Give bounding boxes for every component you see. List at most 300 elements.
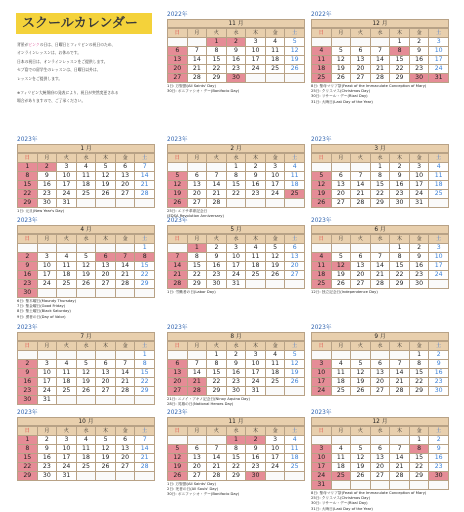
- month-calendar: [167, 12, 305, 94]
- day-cell: 7: [370, 47, 390, 56]
- day-cell: 18: [57, 271, 77, 280]
- holiday-note: 7日: 聖金曜日(Good Friday): [17, 304, 66, 309]
- day-cell: 22: [207, 65, 227, 74]
- holiday-day-cell: 8: [409, 445, 429, 454]
- weekday-header: 金: [409, 154, 429, 163]
- weekday-header: 水: [370, 427, 390, 436]
- day-cell: 26: [96, 190, 116, 199]
- week-row: [312, 244, 449, 253]
- day-cell: 11: [285, 172, 305, 181]
- day-cell: 22: [135, 378, 155, 387]
- day-cell: 3: [429, 244, 449, 253]
- empty-cell: [370, 244, 390, 253]
- day-cell: 19: [331, 271, 351, 280]
- weekday-header: 木: [96, 427, 116, 436]
- day-cell: 6: [115, 163, 135, 172]
- weekday-header: 火: [207, 342, 227, 351]
- weekday-header: 土: [429, 427, 449, 436]
- holiday-day-cell: 1: [187, 244, 207, 253]
- week-row: [18, 396, 155, 405]
- day-cell: 13: [187, 181, 207, 190]
- year-label: 2023年: [167, 137, 188, 143]
- weekday-header: 火: [57, 235, 77, 244]
- week-row: [312, 454, 449, 463]
- week-row: [312, 387, 449, 396]
- week-row: [168, 369, 305, 378]
- day-cell: 29: [226, 472, 246, 481]
- weekday-header: 木: [390, 342, 410, 351]
- day-cell: 28: [135, 190, 155, 199]
- month-title: 7 月: [17, 332, 155, 341]
- day-cell: 16: [429, 369, 449, 378]
- day-cell: 19: [76, 378, 96, 387]
- day-cell: 13: [351, 262, 371, 271]
- holiday-day-cell: 14: [168, 262, 188, 271]
- day-cell: 9: [246, 172, 266, 181]
- weekday-header: 木: [96, 342, 116, 351]
- week-row: [312, 369, 449, 378]
- holiday-day-cell: 25: [285, 190, 305, 199]
- weekday-header: 木: [96, 154, 116, 163]
- month-title: 2 月: [167, 144, 305, 153]
- empty-cell: [115, 351, 135, 360]
- empty-cell: [76, 351, 96, 360]
- day-cell: 28: [390, 472, 410, 481]
- empty-cell: [57, 244, 77, 253]
- weekday-header: 金: [409, 235, 429, 244]
- day-cell: 31: [37, 396, 57, 405]
- day-cell: 15: [135, 262, 155, 271]
- month-table: [311, 341, 449, 396]
- weekday-header: 日: [168, 342, 188, 351]
- holiday-day-cell: 30: [409, 74, 429, 83]
- day-cell: 12: [285, 360, 305, 369]
- week-row: [18, 472, 155, 481]
- empty-cell: [168, 436, 188, 445]
- day-cell: 12: [351, 369, 371, 378]
- day-cell: 31: [409, 199, 429, 208]
- month-calendar: [17, 410, 155, 481]
- empty-cell: [351, 163, 371, 172]
- day-cell: 18: [76, 454, 96, 463]
- empty-cell: [429, 481, 449, 490]
- day-cell: 23: [37, 190, 57, 199]
- holiday-note: 30日: リサール・デー(Rizal Day): [311, 501, 368, 506]
- week-row: [312, 47, 449, 56]
- day-cell: 11: [331, 454, 351, 463]
- holiday-day-cell: 30: [18, 289, 38, 298]
- weekday-header: 土: [429, 342, 449, 351]
- day-cell: 13: [351, 56, 371, 65]
- day-cell: 23: [207, 271, 227, 280]
- day-cell: 5: [96, 163, 116, 172]
- holiday-day-cell: 30: [429, 472, 449, 481]
- empty-cell: [57, 396, 77, 405]
- day-cell: 25: [265, 65, 285, 74]
- day-cell: 17: [265, 181, 285, 190]
- empty-cell: [96, 472, 116, 481]
- day-cell: 6: [115, 436, 135, 445]
- month-title: 5 月: [167, 225, 305, 234]
- day-cell: 1: [226, 163, 246, 172]
- day-cell: 25: [57, 280, 77, 289]
- day-cell: 5: [351, 360, 371, 369]
- holiday-day-cell: 26: [168, 199, 188, 208]
- week-row: [312, 445, 449, 454]
- month-title: 12 月: [311, 19, 449, 28]
- day-cell: 3: [57, 436, 77, 445]
- empty-cell: [76, 244, 96, 253]
- day-cell: 5: [96, 436, 116, 445]
- day-cell: 6: [96, 360, 116, 369]
- holiday-note: 30日: ボニファシオ・デー(Bonifacio Day): [167, 492, 240, 497]
- day-cell: 4: [285, 436, 305, 445]
- weekday-header: 水: [76, 235, 96, 244]
- week-row: [312, 65, 449, 74]
- day-cell: 18: [331, 463, 351, 472]
- weekday-header: 木: [390, 235, 410, 244]
- holiday-day-cell: 31: [429, 74, 449, 83]
- weekday-header: 日: [18, 154, 38, 163]
- day-cell: 27: [96, 387, 116, 396]
- day-cell: 4: [331, 360, 351, 369]
- weekday-header: 月: [331, 342, 351, 351]
- week-row: [168, 163, 305, 172]
- day-cell: 6: [285, 244, 305, 253]
- empty-cell: [168, 38, 188, 47]
- week-row: [312, 172, 449, 181]
- weekday-header: 土: [135, 427, 155, 436]
- weekday-header: 木: [246, 29, 266, 38]
- weekday-header: 木: [96, 235, 116, 244]
- weekday-header: 月: [331, 154, 351, 163]
- day-cell: 19: [331, 65, 351, 74]
- month-table: [311, 28, 449, 83]
- week-row: [168, 378, 305, 387]
- day-cell: 15: [390, 262, 410, 271]
- weekday-header: 金: [409, 342, 429, 351]
- day-cell: 15: [226, 181, 246, 190]
- week-row: [168, 181, 305, 190]
- holiday-day-cell: 18: [312, 271, 332, 280]
- week-row: [168, 253, 305, 262]
- day-cell: 9: [37, 172, 57, 181]
- day-cell: 10: [246, 360, 266, 369]
- empty-cell: [57, 289, 77, 298]
- day-cell: 12: [351, 454, 371, 463]
- holiday-day-cell: 1: [226, 436, 246, 445]
- day-cell: 8: [370, 172, 390, 181]
- day-cell: 5: [351, 445, 371, 454]
- day-cell: 2: [390, 163, 410, 172]
- day-cell: 11: [76, 172, 96, 181]
- holiday-day-cell: 19: [168, 190, 188, 199]
- day-cell: 17: [57, 181, 77, 190]
- day-cell: 11: [429, 172, 449, 181]
- day-cell: 24: [246, 65, 266, 74]
- holiday-day-cell: 23: [18, 387, 38, 396]
- month-table: [167, 153, 305, 208]
- year-label: 2023年: [167, 410, 188, 416]
- holiday-note: 8日: 聖母マリア祭(Feast of the Immaculate Conception of Mary): [311, 491, 427, 495]
- day-cell: 16: [429, 454, 449, 463]
- day-cell: 26: [351, 387, 371, 396]
- day-cell: 14: [390, 369, 410, 378]
- day-cell: 26: [285, 65, 305, 74]
- holiday-day-cell: 21: [168, 271, 188, 280]
- holiday-day-cell: 16: [18, 378, 38, 387]
- day-cell: 12: [331, 56, 351, 65]
- weekday-header: 木: [390, 154, 410, 163]
- empty-cell: [115, 244, 135, 253]
- week-row: [312, 181, 449, 190]
- empty-cell: [285, 472, 305, 481]
- day-cell: 29: [370, 199, 390, 208]
- empty-cell: [265, 280, 285, 289]
- day-cell: 6: [187, 172, 207, 181]
- weekday-header: 土: [285, 235, 305, 244]
- weekday-header: 火: [57, 154, 77, 163]
- month-calendar: [311, 410, 449, 512]
- week-row: [18, 351, 155, 360]
- month-title: 12 月: [311, 417, 449, 426]
- day-cell: 18: [285, 454, 305, 463]
- week-row: [18, 289, 155, 298]
- day-cell: 10: [37, 369, 57, 378]
- week-row: [168, 74, 305, 83]
- empty-cell: [312, 244, 332, 253]
- empty-cell: [37, 289, 57, 298]
- day-cell: 16: [37, 454, 57, 463]
- day-cell: 7: [207, 172, 227, 181]
- day-cell: 22: [187, 271, 207, 280]
- empty-cell: [331, 436, 351, 445]
- day-cell: 15: [409, 369, 429, 378]
- month-title: 9 月: [311, 332, 449, 341]
- week-row: [168, 199, 305, 208]
- year-label: 2023年: [17, 325, 38, 331]
- week-row: [18, 271, 155, 280]
- day-cell: 13: [370, 369, 390, 378]
- day-cell: 3: [409, 163, 429, 172]
- day-cell: 24: [37, 387, 57, 396]
- holiday-note: 25日: クリスマス(Christmas Day): [311, 89, 371, 94]
- day-cell: 9: [429, 360, 449, 369]
- week-row: [168, 244, 305, 253]
- holiday-day-cell: 2: [226, 38, 246, 47]
- empty-cell: [390, 351, 410, 360]
- weekday-header: 月: [187, 427, 207, 436]
- weekday-header: 火: [57, 427, 77, 436]
- day-cell: 17: [429, 262, 449, 271]
- day-cell: 2: [207, 244, 227, 253]
- weekday-header: 金: [409, 29, 429, 38]
- day-cell: 16: [226, 369, 246, 378]
- page-title: スクールカレンダー: [16, 13, 152, 34]
- day-cell: 9: [37, 445, 57, 454]
- week-row: [18, 369, 155, 378]
- day-cell: 18: [429, 181, 449, 190]
- day-cell: 23: [246, 463, 266, 472]
- day-cell: 13: [187, 454, 207, 463]
- weekday-header: 火: [207, 154, 227, 163]
- holiday-note: 31日: 大晦日(Last Day of the Year): [311, 506, 373, 511]
- day-cell: 3: [57, 163, 77, 172]
- day-cell: 23: [409, 271, 429, 280]
- month-table: [167, 28, 305, 83]
- weekday-header: 日: [168, 427, 188, 436]
- day-cell: 28: [187, 74, 207, 83]
- day-cell: 15: [187, 262, 207, 271]
- day-cell: 2: [409, 244, 429, 253]
- day-cell: 17: [409, 181, 429, 190]
- day-cell: 17: [37, 271, 57, 280]
- year-label: 2023年: [17, 137, 38, 143]
- holiday-day-cell: 28: [187, 387, 207, 396]
- weekday-header: 土: [429, 235, 449, 244]
- month-title: 11 月: [167, 19, 305, 28]
- weekday-header: 火: [351, 427, 371, 436]
- holiday-note: 8日: 聖土曜日(Black Saturday): [17, 309, 71, 314]
- empty-cell: [312, 163, 332, 172]
- day-cell: 30: [409, 280, 429, 289]
- day-cell: 22: [226, 190, 246, 199]
- day-cell: 29: [390, 280, 410, 289]
- empty-cell: [370, 351, 390, 360]
- day-cell: 7: [207, 445, 227, 454]
- day-cell: 25: [246, 271, 266, 280]
- day-cell: 14: [351, 181, 371, 190]
- week-row: [168, 436, 305, 445]
- day-cell: 25: [57, 387, 77, 396]
- week-row: [18, 244, 155, 253]
- day-cell: 29: [409, 472, 429, 481]
- day-cell: 23: [246, 190, 266, 199]
- day-cell: 11: [246, 253, 266, 262]
- weekday-header: 水: [370, 235, 390, 244]
- week-row: [168, 463, 305, 472]
- day-cell: 5: [331, 47, 351, 56]
- empty-cell: [370, 481, 390, 490]
- empty-cell: [312, 38, 332, 47]
- day-cell: 30: [429, 387, 449, 396]
- day-cell: 14: [207, 181, 227, 190]
- day-cell: 16: [409, 56, 429, 65]
- week-row: [312, 351, 449, 360]
- day-cell: 2: [409, 38, 429, 47]
- empty-cell: [207, 163, 227, 172]
- month-calendar: [311, 137, 449, 208]
- day-cell: 1: [207, 351, 227, 360]
- day-cell: 27: [115, 190, 135, 199]
- day-cell: 27: [187, 199, 207, 208]
- week-row: [18, 280, 155, 289]
- week-row: [168, 280, 305, 289]
- day-cell: 27: [370, 387, 390, 396]
- week-row: [312, 360, 449, 369]
- weekday-header: 日: [312, 427, 332, 436]
- week-row: [18, 445, 155, 454]
- weekday-header: 金: [115, 235, 135, 244]
- day-cell: 14: [135, 445, 155, 454]
- holiday-day-cell: 13: [168, 369, 188, 378]
- week-row: [168, 387, 305, 396]
- day-cell: 2: [429, 436, 449, 445]
- year-label: 2023年: [17, 218, 38, 224]
- holiday-day-cell: 8: [18, 445, 38, 454]
- holiday-day-cell: 11: [312, 56, 332, 65]
- day-cell: 22: [207, 378, 227, 387]
- notice-line: ※フィリピン大統領府の発表により、祝日が突然変更される: [17, 90, 119, 96]
- day-cell: 1: [135, 244, 155, 253]
- week-row: [168, 271, 305, 280]
- intro-line: 日本の祝日は、オンラインレッスンをご提供します。: [17, 58, 108, 64]
- day-cell: 25: [76, 463, 96, 472]
- weekday-header: 水: [76, 154, 96, 163]
- empty-cell: [96, 396, 116, 405]
- day-cell: 5: [265, 244, 285, 253]
- week-row: [168, 65, 305, 74]
- day-cell: 27: [370, 472, 390, 481]
- day-cell: 28: [115, 280, 135, 289]
- holiday-note: 21日: ニノイ・アキノ記念日(Ninoy Aquino Day): [167, 397, 250, 401]
- day-cell: 9: [409, 253, 429, 262]
- day-cell: 30: [207, 280, 227, 289]
- holiday-note: 25日: クリスマス(Christmas Day): [311, 496, 371, 501]
- weekday-header: 日: [168, 235, 188, 244]
- day-cell: 11: [57, 262, 77, 271]
- day-cell: 29: [409, 387, 429, 396]
- day-cell: 10: [246, 47, 266, 56]
- weekday-header: 水: [76, 342, 96, 351]
- month-calendar: [17, 218, 155, 320]
- empty-cell: [351, 436, 371, 445]
- day-cell: 4: [429, 163, 449, 172]
- day-cell: 19: [96, 181, 116, 190]
- day-cell: 27: [351, 280, 371, 289]
- empty-cell: [168, 163, 188, 172]
- holiday-day-cell: 10: [312, 454, 332, 463]
- week-row: [18, 360, 155, 369]
- day-cell: 12: [96, 172, 116, 181]
- week-row: [168, 454, 305, 463]
- day-cell: 15: [226, 454, 246, 463]
- day-cell: 22: [226, 463, 246, 472]
- week-row: [18, 172, 155, 181]
- day-cell: 9: [390, 172, 410, 181]
- weekday-header: 水: [226, 427, 246, 436]
- holiday-note: 1日: 元旦(New Year's Day): [17, 209, 65, 213]
- month-calendar: [17, 137, 155, 214]
- day-cell: 21: [207, 463, 227, 472]
- day-cell: 29: [135, 280, 155, 289]
- weekday-header: 水: [76, 427, 96, 436]
- holiday-day-cell: 1: [18, 163, 38, 172]
- holiday-note: 1日: 万聖節(All Saints' Day): [167, 482, 216, 486]
- holiday-day-cell: 2: [18, 360, 38, 369]
- weekday-header: 金: [115, 154, 135, 163]
- holiday-day-cell: 27: [168, 74, 188, 83]
- day-cell: 20: [285, 262, 305, 271]
- month-table: [311, 234, 449, 289]
- week-row: [168, 56, 305, 65]
- week-row: [18, 436, 155, 445]
- day-cell: 16: [246, 454, 266, 463]
- holiday-day-cell: 25: [312, 74, 332, 83]
- holiday-day-cell: 23: [18, 280, 38, 289]
- holiday-day-cell: 4: [312, 253, 332, 262]
- holiday-day-cell: 1: [207, 38, 227, 47]
